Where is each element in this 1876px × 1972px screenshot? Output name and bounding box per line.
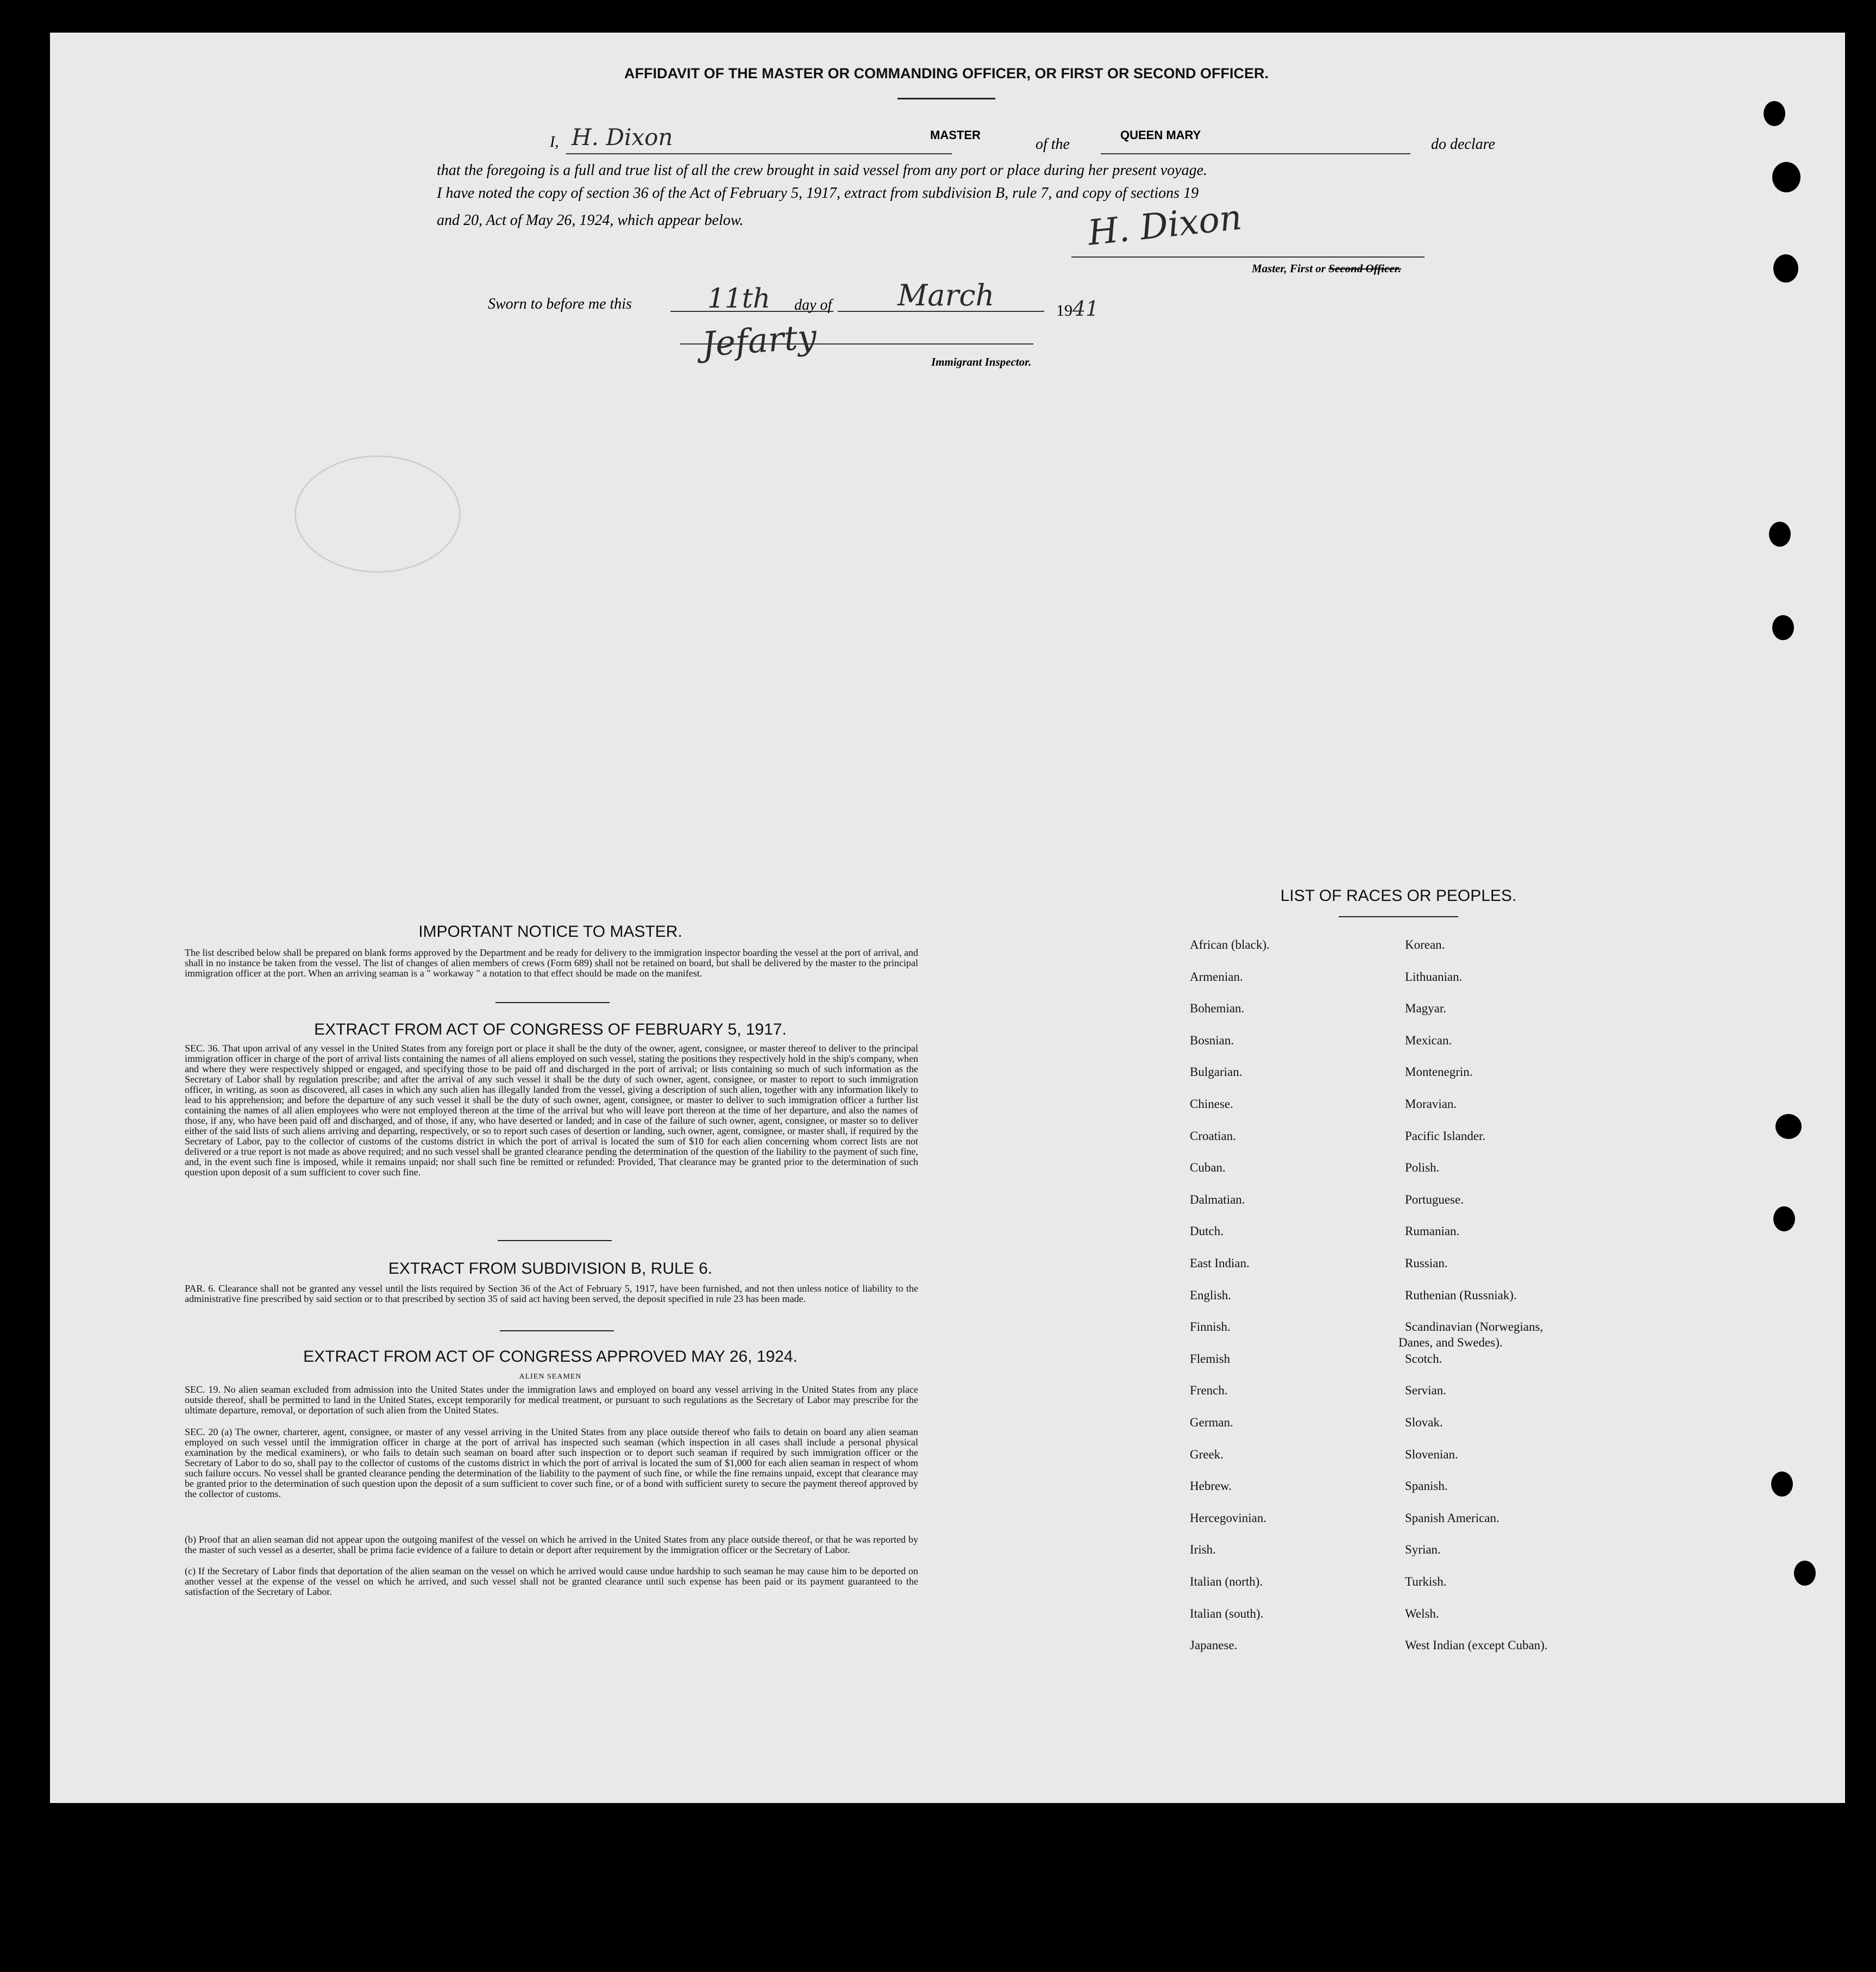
notice-text: The list described below shall be prepared on blank forms approved by the Department and be ready for delivery to the immigration inspector boarding the vessel at the port of arrival, and shall in no instance be taken from the vessel. The list of changes of alien members of crews (Form 689) shall not be retained on board, but shall be delivered by the master to the principal immigration officer at the port. When an arriving seaman is a " workaway " a notation to that effect should be made on the manifest. <box>185 947 918 979</box>
year <box>1056 297 1099 321</box>
race-item-left: Hebrew. <box>1190 1479 1232 1493</box>
race-item-right: Polish. <box>1405 1161 1440 1175</box>
notice-title: IMPORTANT NOTICE TO MASTER. <box>418 923 682 941</box>
subdivisionB-title: EXTRACT FROM SUBDIVISION B, RULE 6. <box>388 1260 713 1278</box>
punch-hole <box>1772 162 1800 192</box>
race-item-left: Croatian. <box>1190 1129 1236 1143</box>
punch-hole <box>1773 1206 1795 1231</box>
subdivisionB-text: PAR. 6. Clearance shall not be granted any vessel until the lists required by Section 36 of the Act of February 5, 1917, have been furnished, and not then unless notice of liability to the administrative fine prescribed by said section or to that prescribed by section 35 of said act having been served, the deposit specified in rule 23 has been made. <box>185 1283 918 1304</box>
notice-rule <box>495 1002 610 1003</box>
race-item-right: Scotch. <box>1405 1351 1442 1366</box>
race-item-left: Bohemian. <box>1190 1001 1245 1016</box>
signature-line <box>1071 256 1425 258</box>
race-item-left: Japanese. <box>1190 1638 1238 1652</box>
sworn-label: Sworn to before me this <box>488 296 632 312</box>
sworn-day: 11th <box>707 283 770 314</box>
race-right-continuation: Danes, and Swedes). <box>1398 1336 1503 1349</box>
affidavit-title: AFFIDAVIT OF THE MASTER OR COMMANDING OFFICER, OR FIRST OR SECOND OFFICER. <box>624 65 1269 82</box>
race-item-left: German. <box>1190 1416 1233 1429</box>
extract1917-title: EXTRACT FROM ACT OF CONGRESS OF FEBRUARY 5, 1917. <box>314 1021 787 1038</box>
race-item-right: Montenegrin. <box>1405 1065 1473 1079</box>
race-item-right: Russian. <box>1405 1256 1448 1270</box>
vessel-line <box>1101 153 1410 154</box>
signature-caption-struck: Second Officer. <box>1328 262 1401 275</box>
punch-hole <box>1771 1472 1793 1497</box>
affidavit-i-label: I, <box>550 134 559 151</box>
inspector-line <box>680 343 1033 345</box>
race-item-right: Slovenian. <box>1405 1447 1458 1461</box>
signature-caption-text: Master, First or <box>1252 262 1329 275</box>
race-item-right: Syrian. <box>1405 1543 1441 1557</box>
vessel-name: QUEEN MARY <box>1120 128 1201 142</box>
race-item-right: Korean. <box>1405 938 1445 951</box>
inspector-signature: Jefarty <box>700 316 818 365</box>
of-the-label: of the <box>1036 136 1070 153</box>
race-item-right: Magyar. <box>1405 1001 1447 1016</box>
faded-stamp <box>294 455 461 573</box>
punch-hole <box>1794 1561 1816 1586</box>
race-item-left: Dutch. <box>1190 1224 1224 1238</box>
punch-hole <box>1775 1114 1802 1139</box>
extract1924-sec20a: SEC. 20 (a) The owner, charterer, agent, consignee, or master of any vessel arriving in the United States from any place outside thereof who fails to detain on board any alien seaman employed on such vessel until the immigration officer in charge at the port of arrival has inspected such seaman (which inspection in all cases shall include a personal physical examination by the medical examiners), or who fails to detain such seaman on board after such inspection or to deport such seaman if required by such immigration officer or the Secretary of Labor to do so, shall pay to the collector of customs of the customs district in which the port of arrival is located the sum of $1,000 for each alien seaman in respect of whom such failure occurs. No vessel shall be granted clearance pending the determination of the liability to the payment of such fine, or while the fine remains unpaid, except that clearance may be granted prior to the determination of such question upon the deposit of a sum sufficient to cover such fine, or of a bond with sufficient surety to secure the payment thereof approved by the collector of customs. <box>185 1426 918 1499</box>
do-declare-label: do declare <box>1431 136 1495 153</box>
race-item-right: Rumanian. <box>1405 1224 1460 1238</box>
signature-caption <box>1252 262 1401 276</box>
race-item-right: Portuguese. <box>1405 1192 1464 1206</box>
race-item-left: Flemish <box>1190 1351 1231 1366</box>
extract1917-rule <box>498 1240 612 1241</box>
race-item-right: Mexican. <box>1405 1033 1452 1047</box>
position-typed: MASTER <box>930 128 981 142</box>
race-item-right: Welsh. <box>1405 1606 1439 1620</box>
race-item-left: Cuban. <box>1190 1161 1226 1175</box>
extract1924-sec20c: (c) If the Secretary of Labor finds that deportation of the alien seaman on the vessel on which he arrived would cause undue hardship to such seaman he may cause him to be deported on another vessel at the expense of the vessel on which he arrived, and such vessel shall not be granted clearance until such expense has been paid or its payment guaranteed to the satisfaction of the Secretary of Labor. <box>185 1566 918 1597</box>
race-item-left: Irish. <box>1190 1543 1216 1557</box>
sworn-month: March <box>898 278 995 312</box>
day-of-label: day of <box>794 297 832 314</box>
punch-hole <box>1769 522 1791 547</box>
race-item-right: West Indian (except Cuban). <box>1405 1638 1548 1652</box>
year-suffix: 41 <box>1072 297 1099 321</box>
race-item-left: East Indian. <box>1190 1256 1250 1270</box>
race-item-right: Scandinavian (Norwegians, <box>1405 1320 1544 1334</box>
affidavit-line-2: I have noted the copy of section 36 of the Act of February 5, 1917, extract from subdivision B, rule 7, and copy of sections 19 <box>437 185 1199 202</box>
extract1924-sec20b: (b) Proof that an alien seaman did not appear upon the outgoing manifest of the vessel on which he arrived in the United States from any place outside thereof, or that he was reported by the master of such vessel as a deserter, shall be prima facie evidence of a failure to detain or deport after requirement by the immigration officer or the Secretary of Labor. <box>185 1534 918 1555</box>
race-item-right: Pacific Islander. <box>1405 1129 1486 1143</box>
race-item-left: Italian (north). <box>1190 1575 1263 1588</box>
races-title-rule <box>1339 916 1458 917</box>
race-item-right: Slovak. <box>1405 1416 1443 1429</box>
race-item-left: Dalmatian. <box>1190 1192 1245 1206</box>
master-signature: H. Dixon <box>1086 197 1244 254</box>
extract1924-subtitle: ALIEN SEAMEN <box>519 1373 582 1381</box>
race-item-left: Bulgarian. <box>1190 1065 1243 1079</box>
punch-hole <box>1773 254 1798 283</box>
race-item-right: Spanish American. <box>1405 1511 1499 1525</box>
race-item-right: Ruthenian (Russniak). <box>1405 1288 1517 1302</box>
extract1917-text: SEC. 36. That upon arrival of any vessel in the United States from any foreign port or place it shall be the duty of the owner, agent, consignee, or master thereof to deliver to the principal immigration officer in charge of the port of arrival lists containing the names of all aliens employed on such vessel, stating the positions they respectively hold in the ship's company, when and where they were respectively shipped or engaged, and specifying those to be paid off and discharged in the port of arrival; or lists containing so much of such information as the Secretary of Labor shall by regulation prescribe; and after the arrival of any such vessel it shall be the duty of such owner, agent, consignee, or master to report to such immigration officer, in writing, as soon as discovered, all cases in which any such alien has illegally landed from the vessel, giving a description of such alien, together with any information likely to lead to his apprehension; and before the departure of any such vessel it shall be the duty of such owner, agent, consignee, or master to deliver to such immigration officer a further list containing the names of all alien employees who were not employed thereon at the time of the arrival but who will leave port thereon at the time of her departure, and also the names of those, if any, who have been paid off and discharged, and of those, if any, who have deserted or landed; and in case of the failure of such owner, agent, consignee, or master so to deliver either of the said lists of such aliens arriving and departing, respectively, or so to report such cases of desertion or landing, such owner, agent, consignee, or master shall, if required by the Secretary of Labor, pay to the collector of customs of the customs district in which the port of arrival is located the sum of $10 for each alien concerning whom correct lists are not delivered or a true report is not made as above required; and no such vessel shall be granted clearance pending the determination of the question of the liability to the payment of such fine, and, in the event such fine is imposed, while it remains unpaid; nor shall such fine be remitted or refunded: Provided, That clearance may be granted prior to the determination of such question upon deposit of a sum sufficient to cover such fine. <box>185 1043 918 1178</box>
race-item-right: Turkish. <box>1405 1575 1447 1588</box>
race-item-left: French. <box>1190 1383 1228 1398</box>
inspector-caption: Immigrant Inspector. <box>931 355 1032 368</box>
race-item-left: Armenian. <box>1190 969 1243 984</box>
master-name-line <box>566 153 952 154</box>
extract1924-sec19: SEC. 19. No alien seaman excluded from admission into the United States under the immigration laws and employed on board any vessel arriving in the United States from any place outside thereof, shall be permitted to land in the United States, except temporarily for medical treatment, or pursuant to such regulations as the Secretary of Labor may prescribe for the ultimate departure, removal, or deportation of such alien from the United States. <box>185 1384 918 1416</box>
race-item-right: Servian. <box>1405 1383 1447 1398</box>
race-item-left: Finnish. <box>1190 1320 1231 1334</box>
race-item-left: Chinese. <box>1190 1097 1233 1111</box>
race-item-left: Hercegovinian. <box>1190 1511 1267 1525</box>
race-item-left: Italian (south). <box>1190 1606 1264 1620</box>
race-item-left: English. <box>1190 1288 1232 1302</box>
race-item-left: Bosnian. <box>1190 1033 1234 1047</box>
race-item-left: African (black). <box>1190 938 1270 951</box>
race-item-right: Moravian. <box>1405 1097 1457 1111</box>
punch-hole <box>1772 615 1794 640</box>
master-name-handwritten: H. Dixon <box>572 124 673 151</box>
affidavit-line-1: that the foregoing is a full and true list of all the crew brought in said vessel from any port or place during her present voyage. <box>437 162 1208 179</box>
punch-hole <box>1764 101 1785 126</box>
races-title: LIST OF RACES OR PEOPLES. <box>1280 887 1517 905</box>
extract1924-title: EXTRACT FROM ACT OF CONGRESS APPROVED MAY 26, 1924. <box>303 1348 798 1366</box>
year-prefix: 19 <box>1056 302 1072 320</box>
affidavit-line-3: and 20, Act of May 26, 1924, which appear below. <box>437 212 744 229</box>
race-item-right: Lithuanian. <box>1405 969 1463 984</box>
race-item-left: Greek. <box>1190 1447 1224 1461</box>
race-item-right: Spanish. <box>1405 1479 1448 1493</box>
document-page <box>50 33 1845 1803</box>
subdivisionB-rule <box>500 1330 614 1331</box>
affidavit-title-rule <box>898 98 995 99</box>
